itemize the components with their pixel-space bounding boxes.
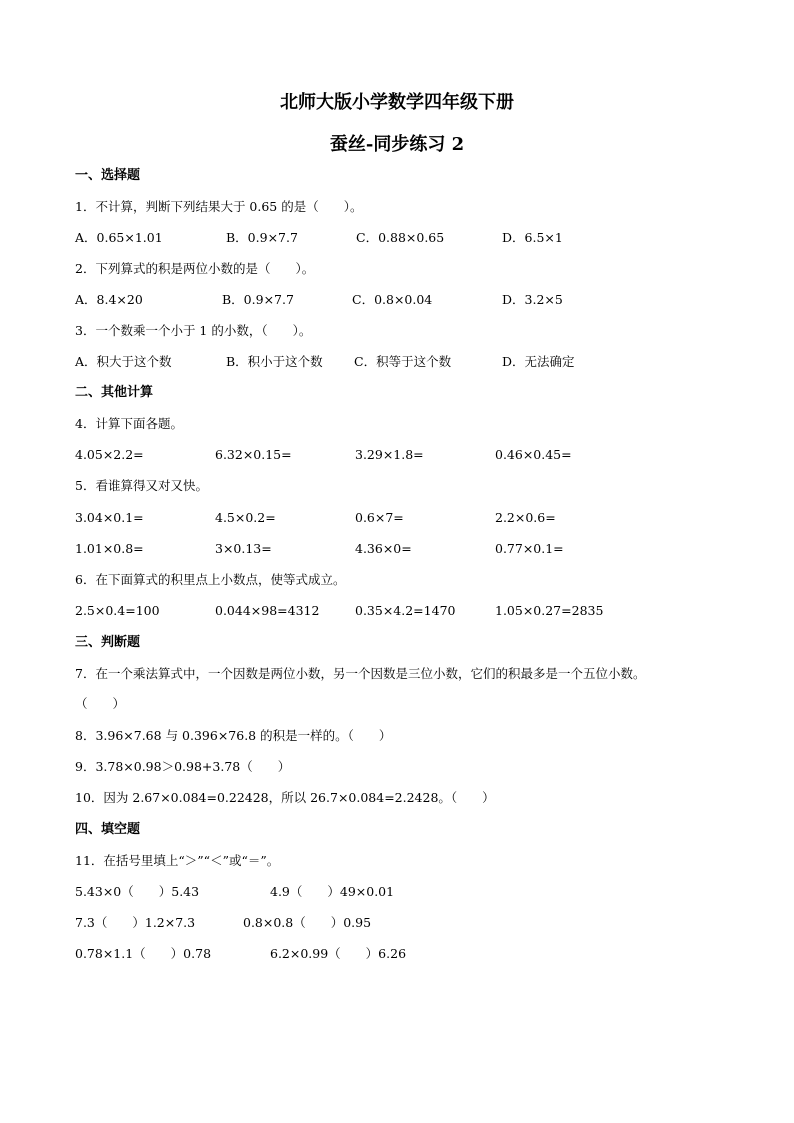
question-1-option-b: B．0.9×7.7 [226,230,298,245]
question-5-item: 1.01×0.8= [75,541,144,556]
page-title: 北师大版小学数学四年级下册 [280,92,514,113]
question-6-item: 0.044×98=4312 [215,603,320,618]
question-8-text: 8．3.96×7.68 与 0.396×76.8 的积是一样的。（ ） [75,728,392,743]
question-2-stem: 2．下列算式的积是两位小数的是（ ）。 [75,261,315,276]
question-6-item: 2.5×0.4=100 [75,603,160,618]
question-7-stem: 7．在一个乘法算式中，一个因数是两位小数，另一个因数是三位小数，它们的积最多是一个五位小数。 [75,666,646,681]
question-5-stem: 5．看谁算得又对又快。 [75,478,208,493]
question-2-option-a: A．8.4×20 [75,292,143,307]
question-4-item: 0.46×0.45= [495,447,572,462]
section-heading-choice: 一、选择题 [75,168,141,183]
question-5-item: 0.6×7= [355,510,404,525]
page-subtitle: 蚕丝-同步练习 2 [329,134,465,155]
question-1-option-c: C．0.88×0.65 [356,230,445,245]
question-2-option-b: B．0.9×7.7 [222,292,294,307]
question-2-option-d: D．3.2×5 [502,292,563,307]
question-6-item: 1.05×0.27=2835 [495,603,604,618]
question-6-stem: 6．在下面算式的积里点上小数点，使等式成立。 [75,572,346,587]
question-4-item: 3.29×1.8= [355,447,424,462]
question-5-item: 2.2×0.6= [495,510,556,525]
question-10-text: 10．因为 2.67×0.084=0.22428，所以 26.7×0.084=2.2428。（ ） [75,790,495,805]
question-4-item: 6.32×0.15= [215,447,292,462]
section-heading-fill-in: 四、填空题 [75,822,141,837]
question-5-item: 0.77×0.1= [495,541,564,556]
question-11-item: 0.78×1.1（ ）0.78 [75,946,212,961]
question-2-option-c: C．0.8×0.04 [352,292,433,307]
section-heading-judgement: 三、判断题 [75,635,141,650]
question-5-item: 4.5×0.2= [215,510,276,525]
question-3-option-d: D．无法确定 [502,354,575,369]
question-9-text: 9．3.78×0.98＞0.98+3.78（ ） [75,759,291,774]
question-3-stem: 3．一个数乘一个小于 1 的小数，（ ）。 [75,323,312,338]
question-5-item: 3.04×0.1= [75,510,144,525]
question-5-item: 3×0.13= [215,541,272,556]
question-11-item: 4.9（ ）49×0.01 [270,884,395,899]
question-3-option-a: A．积大于这个数 [75,354,172,369]
section-heading-calculation: 二、其他计算 [75,385,154,400]
question-3-option-b: B．积小于这个数 [226,354,323,369]
question-11-item: 7.3（ ）1.2×7.3 [75,915,196,930]
question-11-item: 6.2×0.99（ ）6.26 [270,946,407,961]
question-4-item: 4.05×2.2= [75,447,144,462]
question-4-stem: 4．计算下面各题。 [75,416,183,431]
question-6-item: 0.35×4.2=1470 [355,603,456,618]
question-5-item: 4.36×0= [355,541,412,556]
question-1-option-d: D．6.5×1 [502,230,563,245]
question-7-paren: （ ） [75,696,126,711]
question-11-item: 0.8×0.8（ ）0.95 [243,915,372,930]
question-3-option-c: C．积等于这个数 [354,354,452,369]
question-11-item: 5.43×0（ ）5.43 [75,884,200,899]
question-1-stem: 1．不计算，判断下列结果大于 0.65 的是（ ）。 [75,199,363,214]
question-1-option-a: A．0.65×1.01 [75,230,163,245]
question-11-stem: 11．在括号里填上“＞”“＜”或“＝”。 [75,853,280,868]
